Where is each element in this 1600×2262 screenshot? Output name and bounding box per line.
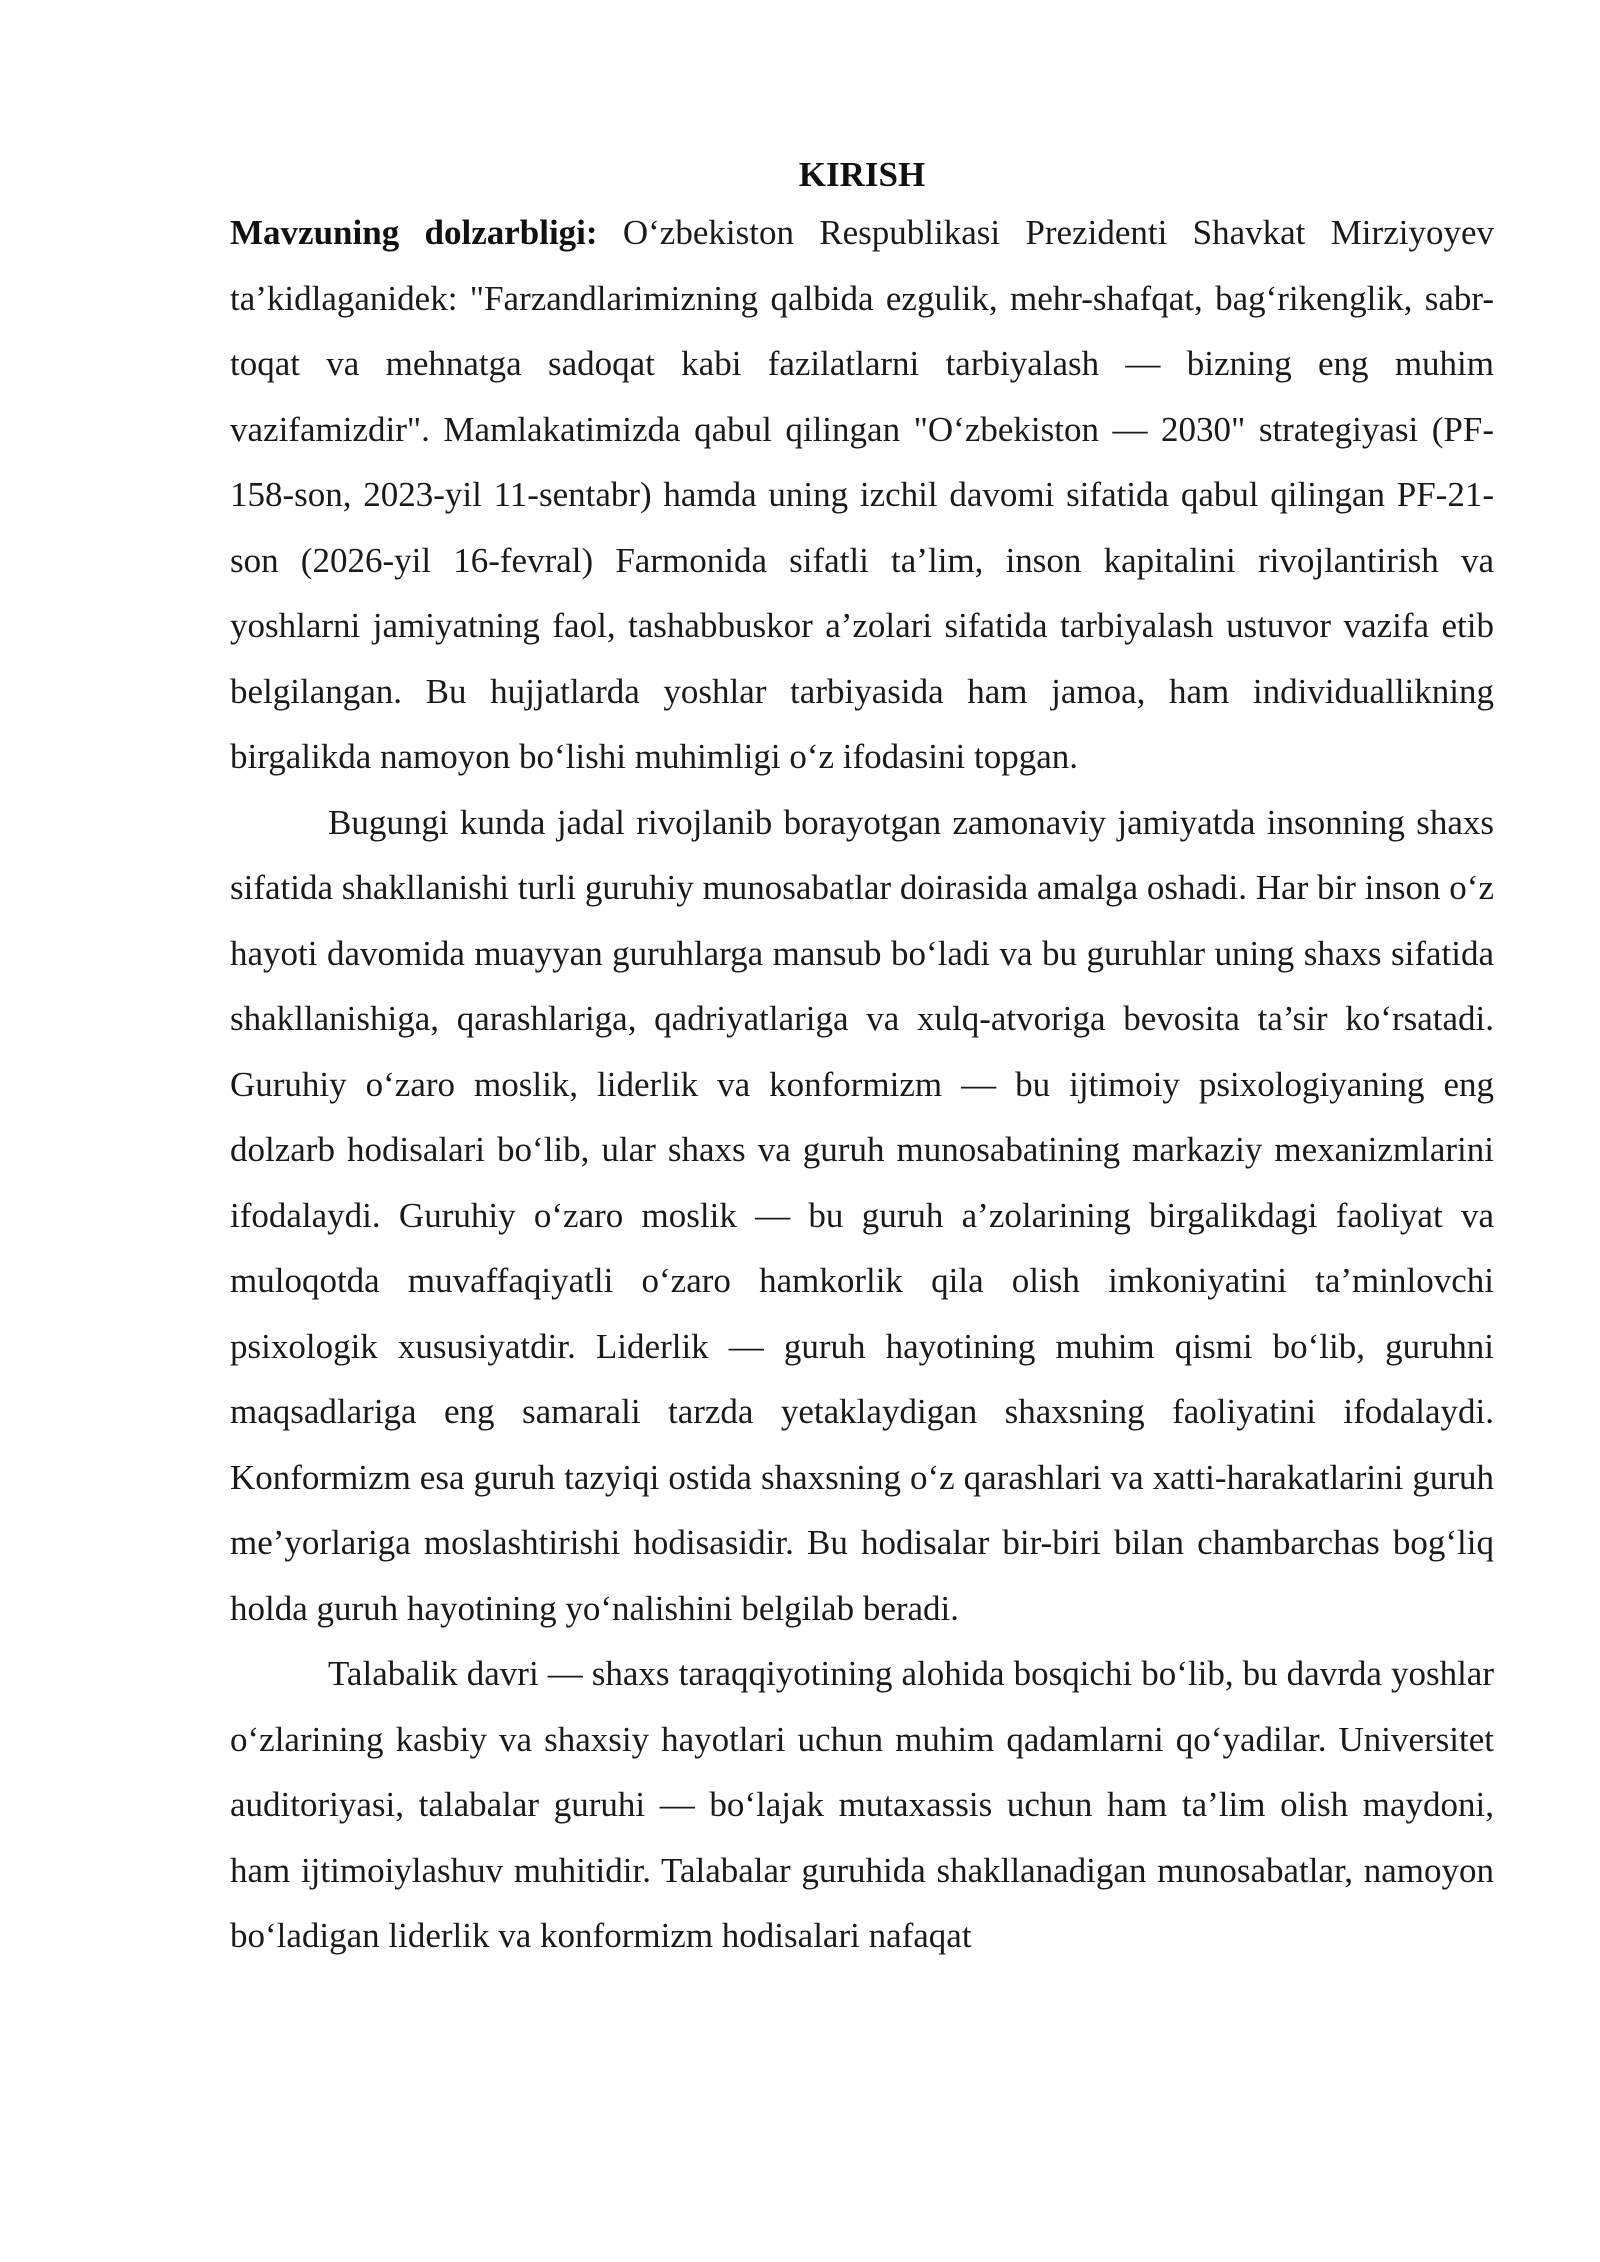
section-heading: KIRISH — [798, 155, 926, 194]
paragraph-relevance — [230, 200, 1494, 790]
paragraph-text: O‘zbekiston Respublikasi Prezidenti Shavkat Mirziyoyev ta’kidlaganidek: "Farzandlarimizning qalbida ezgulik, mehr-shafqat, bag‘rikenglik, sabr-toqat va mehnatga sadoqat kabi fazilatlarni tarbiyalash — bizning eng muhim vazifamizdir". Mamlakatimizda qabul qilingan "O‘zbekiston — 2030" strategiyasi (PF-158-son, 2023-yil 11-sentabr) hamda uning izchil davomi sifatida qabul qilingan PF-21-son (2026-yil 16-fevral) Farmonida sifatli ta’lim, inson kapitalini rivojlantirish va yoshlarni jamiyatning faol, tashabbuskor a’zolari sifatida tarbiyalash ustuvor vazifa etib belgilangan. Bu hujjatlarda yoshlar tarbiyasida ham jamoa, ham individuallikning birgalikda namoyon bo‘lishi muhimligi o‘z ifodasini topgan. — [230, 213, 1494, 776]
paragraph-group-phenomena: Bugungi kunda jadal rivojlanib borayotgan zamonaviy jamiyatda insonning shaxs sifatida shakllanishi turli guruhiy munosabatlar doirasida amalga oshadi. Har bir inson o‘z hayoti davomida muayyan guruhlarga mansub bo‘ladi va bu guruhlar uning shaxs sifatida shakllanishiga, qarashlariga, qadriyatlariga va xulq-atvoriga bevosita ta’sir ko‘rsatadi. Guruhiy o‘zaro moslik, liderlik va konformizm — bu ijtimoiy psixologiyaning eng dolzarb hodisalari bo‘lib, ular shaxs va guruh munosabatining markaziy mexanizmlarini ifodalaydi. Guruhiy o‘zaro moslik — bu guruh a’zolarining birgalikdagi faoliyat va muloqotda muvaffaqiyatli o‘zaro hamkorlik qila olish imkoniyatini ta’minlovchi psixologik xususiyatdir. Liderlik — guruh hayotining muhim qismi bo‘lib, guruhni maqsadlariga eng samarali tarzda yetaklaydigan shaxsning faoliyatini ifodalaydi. Konformizm esa guruh tazyiqi ostida shaxsning o‘z qarashlari va xatti-harakatlarini guruh me’yorlariga moslashtirishi hodisasidir. Bu hodisalar bir-biri bilan chambarchas bog‘liq holda guruh hayotining yo‘nalishini belgilab beradi. — [230, 802, 1494, 1628]
document-body — [230, 150, 1494, 1969]
paragraph-lead-label: Mavzuning dolzarbligi: — [230, 213, 598, 252]
paragraph-student-period: Talabalik davri — shaxs taraqqiyotining alohida bosqichi bo‘lib, bu davrda yoshlar o‘zlarining kasbiy va shaxsiy hayotlari uchun muhim qadamlarni qo‘yadilar. Universitet auditoriyasi, talabalar guruhi — bo‘lajak mutaxassis uchun ham ta’lim olish maydoni, ham ijtimoiylashuv muhitidir. Talabalar guruhida shakllanadigan munosabatlar, namoyon bo‘ladigan liderlik va konformizm hodisalari nafaqat — [230, 1654, 1494, 1955]
